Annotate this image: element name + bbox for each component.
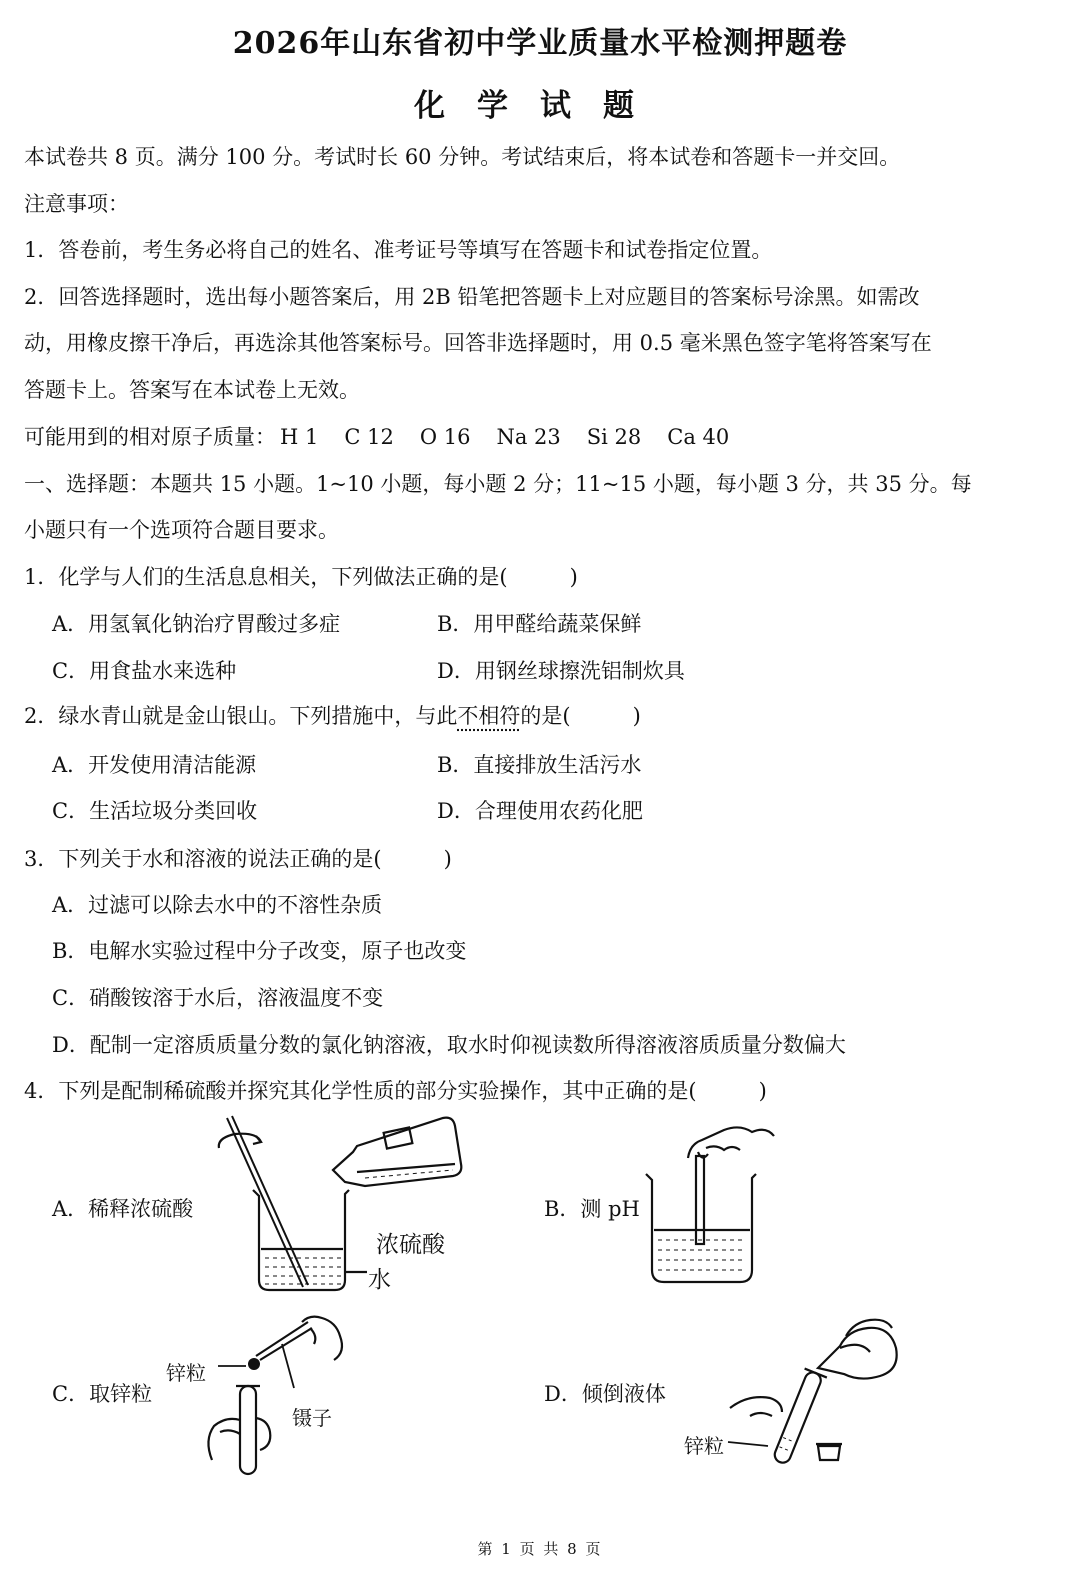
q4-close: )	[758, 1079, 767, 1103]
atomic-mass-item: H 1	[280, 425, 319, 449]
q4-stem	[24, 1075, 767, 1105]
q1-option-d: D．用钢丝球擦洗铝制炊具	[437, 659, 685, 683]
note-2-line-3: 答题卡上。答案写在本试卷上无效。	[24, 378, 360, 402]
q3-stem	[24, 843, 452, 873]
exam-subtitle: 化学试题	[414, 88, 666, 124]
q3-option-d: D．配制一定溶质质量分数的氯化钠溶液，取水时仰视读数所得溶液溶质质量分数偏大	[52, 1033, 846, 1057]
q2-option-c: C．生活垃圾分类回收	[52, 799, 258, 823]
exam-title: 2026年山东省初中学业质量水平检测押题卷	[232, 26, 848, 61]
q1-stem-text: 1．化学与人们的生活息息相关，下列做法正确的是(	[24, 565, 508, 589]
q3-stem-text: 3．下列关于水和溶液的说法正确的是(	[24, 847, 382, 871]
q4-option-a-label: A．稀释浓硫酸	[52, 1197, 194, 1221]
q4-stem-text: 4．下列是配制稀硫酸并探究其化学性质的部分实验操作，其中正确的是(	[24, 1079, 697, 1103]
q2-stem-emphasis: 不相符	[457, 704, 521, 728]
atomic-mass-item: O 16	[419, 425, 471, 449]
q1-option-c: C．用食盐水来选种	[52, 659, 237, 683]
intro-text: 本试卷共 8 页。满分 100 分。考试时长 60 分钟。考试结束后，将本试卷和答题卡一并交回。	[24, 145, 901, 169]
q3-option-a: A．过滤可以除去水中的不溶性杂质	[52, 893, 383, 917]
q1-option-a: A．用氢氧化钠治疗胃酸过多症	[52, 612, 341, 636]
q1-option-b: B．用甲醛给蔬菜保鲜	[437, 612, 642, 636]
notes-heading: 注意事项：	[24, 192, 129, 216]
atomic-mass-item: C 12	[344, 425, 394, 449]
figure-c-taking-zinc	[190, 1300, 370, 1485]
fig-c-zinc-label: 锌粒	[166, 1361, 206, 1385]
fig-a-water-label: 水	[368, 1267, 391, 1293]
section-1-line-1: 一、选择题：本题共 15 小题。1~10 小题，每小题 2 分；11~15 小题，每小题 3 分，共 35 分。每	[24, 472, 972, 496]
atomic-mass-item: Na 23	[496, 425, 561, 449]
q4-option-b-label: B．测 pH	[544, 1197, 640, 1221]
q1-close: )	[569, 565, 578, 589]
atomic-mass-item: Ca 40	[667, 425, 730, 449]
q1-stem	[24, 561, 578, 591]
note-2-line-1: 2．回答选择题时，选出每小题答案后，用 2B 铅笔把答题卡上对应题目的答案标号涂黑。如需改	[24, 285, 920, 309]
note-2-line-2: 动，用橡皮擦干净后，再选涂其他答案标号。回答非选择题时，用 0.5 毫米黑色签字笔将答案写在	[24, 331, 932, 355]
section-1-line-2: 小题只有一个选项符合题目要求。	[24, 518, 339, 542]
figure-a-diluting-acid	[215, 1112, 475, 1297]
note-1: 1．答卷前，考生务必将自己的姓名、准考证号等填写在答题卡和试卷指定位置。	[24, 238, 773, 262]
figure-d-pouring-liquid	[720, 1312, 910, 1482]
atomic-mass-line	[24, 421, 755, 451]
fig-d-zinc-label: 锌粒	[684, 1434, 724, 1458]
q2-stem	[24, 700, 641, 730]
q2-option-a: A．开发使用清洁能源	[52, 753, 257, 777]
q2-close: )	[632, 704, 641, 728]
q3-close: )	[443, 847, 452, 871]
q4-option-c-label: C．取锌粒	[52, 1382, 153, 1406]
fig-c-tweezers-label: 镊子	[292, 1406, 332, 1430]
atomic-mass-label: 可能用到的相对原子质量：	[24, 425, 276, 449]
q2-stem-pre: 2．绿水青山就是金山银山。下列措施中，与此	[24, 704, 458, 728]
q2-option-d: D．合理使用农药化肥	[437, 799, 643, 823]
q2-option-b: B．直接排放生活污水	[437, 753, 642, 777]
figure-b-measuring-ph	[640, 1118, 780, 1288]
q3-option-c: C．硝酸铵溶于水后，溶液温度不变	[52, 986, 384, 1010]
fig-a-acid-label: 浓硫酸	[376, 1232, 445, 1258]
q3-option-b: B．电解水实验过程中分子改变，原子也改变	[52, 939, 467, 963]
q4-option-d-label: D．倾倒液体	[544, 1382, 666, 1406]
atomic-mass-item: Si 28	[586, 425, 642, 449]
q2-stem-post: 的是(	[520, 704, 571, 728]
page-footer: 第 1 页 共 8 页	[477, 1540, 603, 1558]
